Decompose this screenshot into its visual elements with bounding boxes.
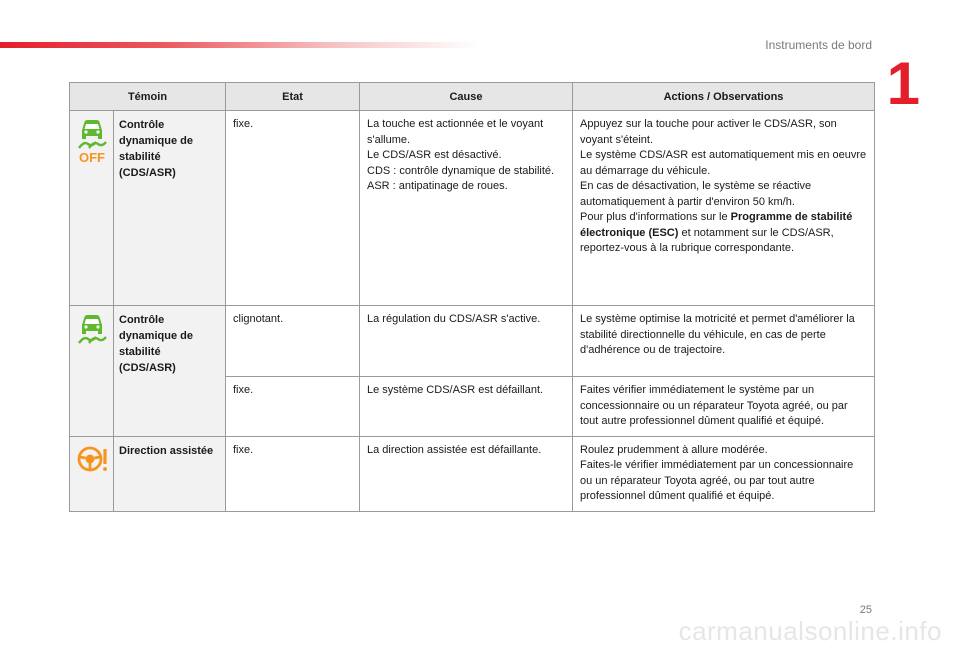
power-steering-warning-icon bbox=[76, 443, 110, 475]
icon-cell bbox=[70, 306, 114, 437]
actions-cell bbox=[573, 111, 875, 306]
icon-cell bbox=[70, 436, 114, 511]
cause-cell: La touche est actionnée et le voyant s'allume. Le CDS/ASR est désactivé. CDS : contrôle dynamique de stabilité. ASR : antipatinage de roues. bbox=[360, 111, 573, 306]
page-number: 25 bbox=[859, 604, 872, 616]
svg-text:OFF: OFF bbox=[79, 150, 105, 163]
table-header-row bbox=[70, 83, 875, 111]
warning-light-name: Contrôle dynamique de stabilité (CDS/ASR) bbox=[114, 306, 226, 437]
warning-light-name: Contrôle dynamique de stabilité (CDS/ASR) bbox=[114, 111, 226, 306]
column-header-actions: Actions / Observations bbox=[573, 83, 875, 111]
state-cell: clignotant. bbox=[226, 306, 360, 377]
watermark: carmanualsonline.info bbox=[678, 616, 942, 646]
table-row bbox=[70, 436, 875, 511]
actions-cell: Le système optimise la motricité et permet d'améliorer la stabilité directionnelle du véhicule, en cas de perte d'adhérence ou de trajectoire. bbox=[573, 306, 875, 377]
state-cell: fixe. bbox=[226, 111, 360, 306]
actions-cell: Roulez prudemment à allure modérée. Faites-le vérifier immédiatement par un concessionnaire ou un réparateur Toyota agréé, ou par tout autre professionnel dûment qualifié et équipé. bbox=[573, 436, 875, 511]
column-header-cause: Cause bbox=[360, 83, 573, 111]
table-row bbox=[70, 111, 875, 306]
esc-reference: Programme de stabilité électronique (ESC) bbox=[580, 211, 853, 239]
section-title: Instruments de bord bbox=[765, 38, 872, 52]
header-accent-bar bbox=[0, 42, 480, 48]
cause-cell: La direction assistée est défaillante. bbox=[360, 436, 573, 511]
cds-asr-icon bbox=[76, 312, 108, 346]
actions-text: Appuyez sur la touche pour activer le CDS/ASR, son voyant s'éteint. Le système CDS/ASR est automatiquement mis en oeuvre au démarrage du véhicule. En cas de désactivation, le système se réactive automatiquement à partir d'environ 50 km/h. Pour plus d'informations sur le bbox=[580, 118, 867, 223]
table-row bbox=[70, 306, 875, 377]
column-header-temoin: Témoin bbox=[70, 83, 226, 111]
icon-cell bbox=[70, 111, 114, 306]
warning-light-name: Direction assistée bbox=[114, 436, 226, 511]
cds-asr-off-icon bbox=[76, 117, 108, 163]
chapter-number: 1 bbox=[886, 50, 920, 117]
state-cell: fixe. bbox=[226, 377, 360, 437]
cause-cell: La régulation du CDS/ASR s'active. bbox=[360, 306, 573, 377]
state-cell: fixe. bbox=[226, 436, 360, 511]
actions-cell: Faites vérifier immédiatement le système par un concessionnaire ou un réparateur Toyota agréé, ou par tout autre professionnel dûment qualifié et équipé. bbox=[573, 377, 875, 437]
warning-lights-table bbox=[69, 82, 875, 512]
actions-text-end: et notamment sur le CDS/ASR, reportez-vous à la rubrique correspondante. bbox=[580, 226, 834, 254]
column-header-etat: Etat bbox=[226, 83, 360, 111]
cause-cell: Le système CDS/ASR est défaillant. bbox=[360, 377, 573, 437]
